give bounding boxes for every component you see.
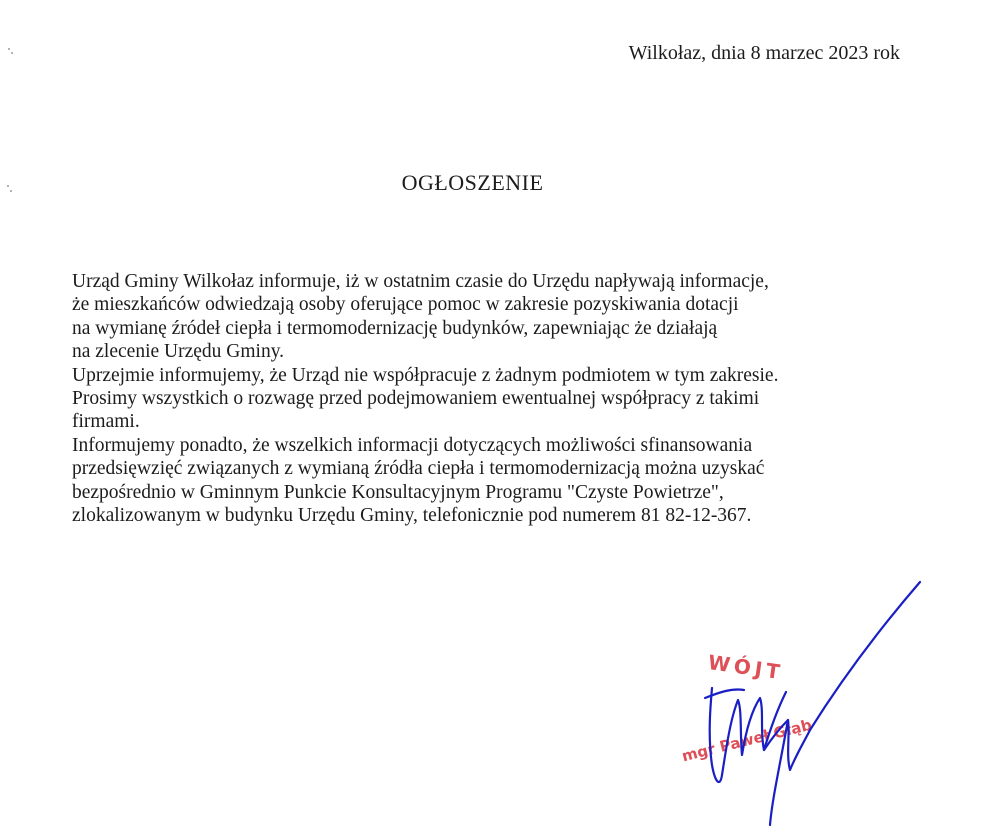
body-line: na wymianę źródeł ciepła i termomodernizację budynków, zapewniając że działają bbox=[72, 317, 718, 339]
body-line: Uprzejmie informujemy, że Urząd nie współpracuje z żadnym podmiotem w tym zakresie. bbox=[72, 364, 779, 386]
body-line: przedsięwzięć związanych z wymianą źródła ciepła i termomodernizacją można uzyskać bbox=[72, 458, 765, 480]
body-line: Prosimy wszystkich o rozwagę przed podejmowaniem ewentualnej współpracy z takimi bbox=[72, 388, 760, 410]
body-line: zlokalizowanym w budynku Urzędu Gminy, telefonicznie pod numerem 81 82-12-367. bbox=[72, 505, 752, 527]
official-stamp-and-signature bbox=[660, 560, 960, 835]
announcement-body bbox=[72, 270, 872, 527]
stamp-title: WÓJT bbox=[706, 650, 786, 685]
stamp-svg bbox=[660, 560, 960, 835]
stamp-name: mgr Paweł Głąb bbox=[679, 715, 814, 766]
body-line: firmami. bbox=[72, 411, 140, 433]
announcement-title: OGŁOSZENIE bbox=[401, 170, 544, 195]
body-line: Urząd Gminy Wilkołaz informuje, iż w ostatnim czasie do Urzędu napływają informacje, bbox=[72, 271, 769, 292]
body-line: na zlecenie Urzędu Gminy. bbox=[72, 341, 285, 363]
body-line: Informujemy ponadto, że wszelkich informacji dotyczących możliwości sfinansowania bbox=[72, 434, 753, 456]
body-line: że mieszkańców odwiedzają osoby oferujące pomoc w zakresie pozyskiwania dotacji bbox=[72, 294, 739, 316]
signature bbox=[705, 582, 920, 825]
date-line: Wilkołaz, dnia 8 marzec 2023 rok bbox=[628, 42, 900, 64]
body-line: bezpośrednio w Gminnym Punkcie Konsultacyjnym Programu "Czyste Powietrze", bbox=[72, 481, 724, 503]
